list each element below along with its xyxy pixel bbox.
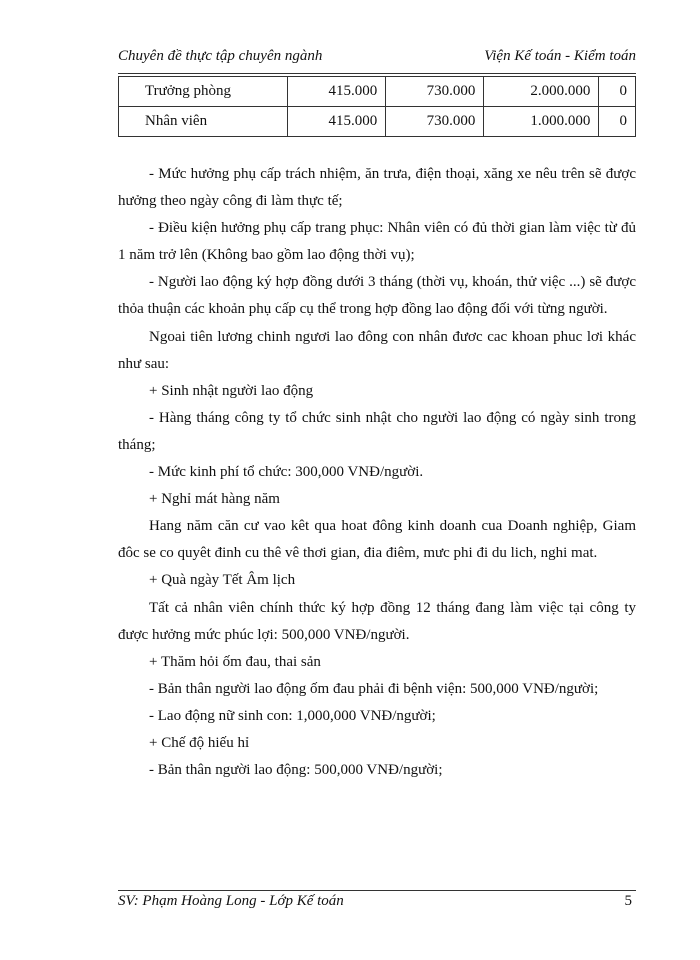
paragraph: Tất cả nhân viên chính thức ký hợp đồng 12 tháng đang làm việc tại công ty được hưởng mức phúc lợi: 500,000 VNĐ/người. [118,599,636,643]
header-institute: Viện Kế toán - Kiểm toán [484,48,636,64]
paragraph: - Người lao động ký hợp đồng dưới 3 tháng (thời vụ, khoán, thử việc ...) sẽ được thỏa thuận các khoản phụ cấp cụ thể trong hợp đồng lao động đối với từng người. [118,274,636,318]
table-cell: 1.000.000 [484,107,599,137]
footer-author: SV: Phạm Hoàng Long - Lớp Kế toán [118,893,344,909]
paragraph: - Lao động nữ sinh con: 1,000,000 VNĐ/người; [149,707,436,724]
table-cell: 415.000 [288,77,386,107]
table-cell: 2.000.000 [484,77,599,107]
table-cell: 415.000 [288,107,386,137]
paragraph: - Bản thân người lao động ốm đau phải đi bệnh viện: 500,000 VNĐ/người; [149,680,599,697]
paragraph: - Hàng tháng công ty tổ chức sinh nhật cho người lao động có ngày sinh trong tháng; [118,409,636,453]
table-cell-position: Nhân viên [119,107,288,137]
header-divider [118,73,636,74]
paragraph: Ngoai tiên lương chinh ngươi lao đông con nhân đươc cac khoan phuc lơi khác như sau: [118,328,636,372]
table-row [119,107,636,137]
section-heading: + Sinh nhật người lao động [149,382,314,399]
table-cell: 730.000 [386,77,484,107]
table-row [119,77,636,107]
paragraph: Hang năm căn cư vao kêt qua hoat đông kinh doanh cua Doanh nghiệp, Giam đôc se co quyêt đinh cu thê vê thơi gian, đia điêm, mưc phi đi du lich, nghi mat. [118,518,636,562]
header-title: Chuyên đề thực tập chuyên ngành [118,48,323,64]
paragraph: - Bản thân người lao động: 500,000 VNĐ/người; [149,762,443,779]
footer-divider [118,890,636,891]
paragraph: - Mức kinh phí tổ chức: 300,000 VNĐ/người. [149,464,424,481]
table-cell: 0 [599,107,636,137]
section-heading: + Thăm hỏi ốm đau, thai sản [149,653,321,670]
page-footer [118,893,636,915]
section-heading: + Chế độ hiếu hỉ [149,734,250,751]
paragraph: - Mức hưởng phụ cấp trách nhiệm, ăn trưa, điện thoại, xăng xe nêu trên sẽ được hưởng theo ngày công đi làm thực tế; [118,166,636,210]
section-heading: + Quà ngày Tết Âm lịch [149,572,296,589]
paragraph: - Điều kiện hưởng phụ cấp trang phục: Nhân viên có đủ thời gian làm việc từ đủ 1 năm trở lên (Không bao gồm lao động thời vụ); [118,220,636,264]
section-heading: + Nghỉ mát hàng năm [149,491,280,508]
page-header [118,48,636,70]
table-cell: 730.000 [386,107,484,137]
page-number: 5 [624,893,632,909]
allowance-table [118,76,636,137]
table-cell: 0 [599,77,636,107]
body-text [118,161,636,784]
table-cell-position: Trưởng phòng [119,77,288,107]
